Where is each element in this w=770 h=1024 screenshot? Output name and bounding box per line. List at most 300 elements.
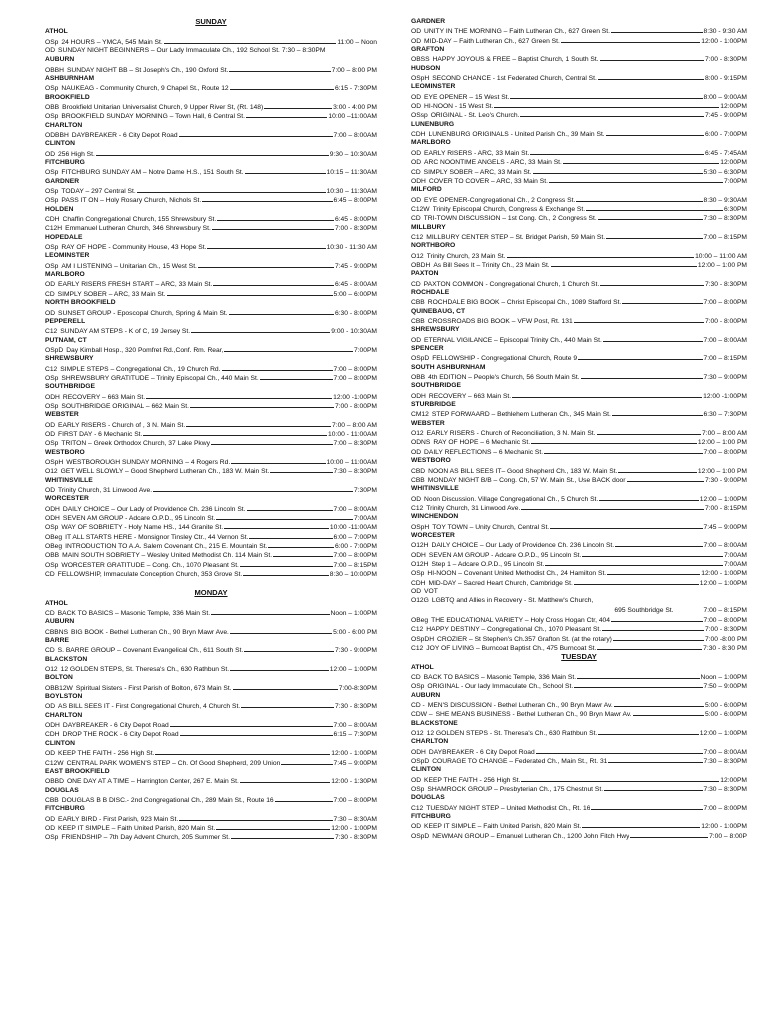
leader-line [576,195,702,202]
meeting-entry [45,823,377,832]
meeting-description: WORCESTER GRATITUDE – Cong. Ch., 1070 Pleasant St. [61,561,239,569]
meeting-code: OSp [45,834,59,842]
meeting-entry [411,110,747,119]
meeting-code: OSp [411,786,425,794]
meeting-code: CD [45,571,55,579]
meeting-code: CD [411,280,421,288]
meeting-time: 7:00 – 8:00AM [333,505,377,513]
meeting-entry [411,391,747,400]
meeting-entry [45,541,377,550]
meeting-entry [411,587,747,596]
meeting-time: 6:00 – 7:00PM [333,533,377,541]
meeting-entry [411,92,747,101]
meeting-time: 7:00 – 8:00PM [333,552,377,560]
meeting-description: FELLOWSHIP - Congregational Church, Route 9 [432,355,578,363]
leader-line [561,36,700,43]
meeting-time: 7:30 – 8:30PM [281,46,326,54]
meeting-time: 7:00 – 8:00 PM [331,66,377,74]
meeting-code: CD [45,610,55,617]
meeting-code: OSp [411,683,425,691]
meeting-description: WESTBOROUGH SUNDAY MORNING – 4 Rogers Rd. [66,459,231,466]
leader-line [606,232,702,239]
town-heading: MARLBORO [411,139,451,147]
town-heading: EAST BROOKFIELD [45,767,110,775]
meeting-continuation [411,606,747,615]
meeting-description: ARC NOONTIME ANGELS - ARC, 33 Main St. [424,159,562,167]
meeting-time: 7:30 - 8:30PM [334,703,377,711]
meeting-time: 7:00 – 8:15PM [703,233,747,241]
leader-line [270,466,332,473]
meeting-code: OD [45,815,56,823]
meeting-code: CDW – [411,711,433,719]
meeting-code: O12 [411,430,424,438]
meeting-description: SUNDAY NIGHT BEGINNERS – Our Lady Immaculate Ch., 192 School St. [58,46,280,54]
town-heading: CHARLTON [411,738,449,746]
meeting-code: CD [411,168,421,176]
meeting-code: C12W [45,759,64,767]
meeting-description: DAILY CHOICE – Our Lady of Providence Ch. 236 Lincoln St. [62,505,246,513]
meeting-description: FRIENDSHIP – 7th Day Advent Church, 205 Summer St. [61,834,231,842]
meeting-code: OSp [45,113,59,121]
leader-line [603,335,703,342]
meeting-description: MEN'S DISCUSSION - Bethel Lutheran Ch., 90 Bryn Mawr Av. [427,701,613,709]
leader-line [244,645,334,652]
leader-line [578,353,702,360]
leader-line [273,550,332,557]
meeting-time: 10:00 - 11:00AM [328,430,377,438]
meeting-entry [411,213,747,222]
meeting-code: OBBD [45,778,64,786]
meeting-time: 7:00 -8:00 PM [704,635,747,643]
meeting-description: LGBTQ and Allies in Recovery - St. Matthew's Church, [431,597,594,605]
meeting-code: OBB [45,552,60,560]
meeting-description: AM I LISTENING – Unitarian Ch., 15 West St. [61,262,197,270]
meeting-entry [411,681,747,690]
meeting-description: 12 GOLDEN STEPS, St. Theresa's Ch., 630 Rathbun St. [60,666,230,674]
meeting-time: 7:30 – 8:30PM [703,786,747,794]
meeting-description: DAILY CHOICE – Our Lady of Providence Ch. 236 Lincoln St. [431,542,615,550]
meeting-description: SHAMROCK GROUP – Presbyterian Ch., 175 Chestnut St. [427,786,604,794]
meeting-code: OD [45,487,56,495]
meeting-code: O12G [411,597,429,605]
town-heading: DOUGLAS [411,794,445,802]
town-heading: LEOMINSTER [45,252,90,260]
meeting-time: 7:00 – 8:00 AM [702,430,747,438]
meeting-time: 9:30 – 10:30AM [329,150,377,158]
meeting-description: 24 HOURS – YMCA, 545 Main St. [61,38,163,46]
meeting-code: CD - [411,701,425,709]
meeting-description: KEEP IT SIMPLE – Faith United Parish, 820 Main St. [58,824,216,832]
leader-line [229,308,334,315]
meeting-code: C12 [411,626,424,634]
meeting-entry [45,149,377,158]
meeting-entry [411,775,747,784]
meeting-entry [411,466,747,475]
leader-line [586,204,723,211]
meeting-time: 7:00 – 8:00AM [333,722,377,730]
meeting-code: OSpDH [411,635,435,643]
meeting-entry [45,683,377,692]
meeting-code: OSpH [45,459,64,466]
town-heading: PUTNAM, CT [45,336,87,344]
town-heading: GARDNER [45,177,80,185]
meeting-time: 6:45 – 8:00PM [333,197,377,205]
meeting-entry [45,485,377,494]
left-column [45,17,377,842]
meeting-time: 7:00 - 8:30PM [704,56,747,64]
leader-line [216,513,353,520]
meeting-entry [411,279,747,288]
meeting-description: SUNSET GROUP - Eposcopal Church, Spring & Main St. [58,309,228,317]
town-heading: PEPPERELL [45,317,86,325]
meeting-time: 6:45 - 7:45AM [704,149,747,157]
meeting-description: HAPPY JOYOUS & FREE – Baptist Church, 1 South St. [432,56,599,64]
meeting-entry [45,65,377,74]
meeting-entry [411,756,747,765]
meeting-entry [45,130,377,139]
meeting-code: OD [411,776,422,784]
leader-line [240,776,330,783]
meeting-description: DAYBREAKER - 6 City Depot Road [71,131,178,139]
meeting-time: 7:45 – 9:00PM [333,759,377,767]
leader-line [231,457,325,464]
leader-line [224,345,353,352]
meeting-description: BACK TO BASICS – Masonic Temple, 336 Main St. [57,610,211,617]
leader-line [202,195,332,202]
meeting-time: 7:30 - 9:00PM [334,647,377,655]
meeting-time: 6:00 - 7:00PM [704,131,747,139]
meeting-description: Emmanuel Lutheran Church, 346 Shrewsbury St. [65,225,211,233]
meeting-entry [45,664,377,673]
town-heading: GARDNER [411,18,446,25]
leader-line [574,578,699,585]
leader-line [545,559,723,566]
leader-line [231,832,334,839]
meeting-time: 7:30 – 8:30PM [703,215,747,223]
town-heading: DOUGLAS [45,786,79,794]
meeting-code: OSp [45,440,59,448]
meeting-entry [45,608,377,617]
meeting-time: 7:30PM [353,487,377,495]
town-heading: BARRE [45,637,70,645]
meeting-time: 7:00 - 8:00PM [334,402,377,410]
leader-line [550,522,702,529]
meeting-description: PAXTON COMMON - Congregational Church, 1 Church St. [423,280,600,288]
meeting-description: SEVEN AM GROUP - Adcare O.P.D., 95 Lincoln St. [428,551,582,559]
meeting-time: 7:45 - 9:00PM [334,262,377,270]
leader-line [186,420,331,427]
leader-line [137,186,326,193]
town-heading: AUBURN [45,56,75,64]
meeting-time: 7:30 - 8:30 PM [703,645,747,653]
meeting-code: CD [45,647,55,655]
meeting-code: CDH [45,216,60,224]
meeting-entry [45,111,377,120]
meeting-code: OSsp [411,112,428,120]
meeting-code: OSp [45,262,59,270]
meeting-code: C12 [411,804,424,812]
meeting-entry [411,167,747,176]
leader-line [536,747,703,754]
leader-line [146,392,332,399]
meeting-description: COURAGE TO CHANGE – Federated Ch., Main St., Rt. 31 [432,758,608,765]
meeting-description: EARLY BIRD - First Parish, 923 Main St. [58,815,179,823]
meeting-time: 7:00 – 8:00PM [703,804,747,812]
meeting-time: 12:00PM [720,159,747,167]
meeting-time: 10:00 –11:00AM [328,113,377,121]
town-heading: ROCHDALE [411,288,450,296]
meeting-time: 12:00 -1:00PM [333,393,377,401]
meeting-description: COVER TO COVER – ARC, 33 Main St. [428,177,548,185]
meeting-code: OSpD [411,355,430,363]
leader-line [275,795,333,802]
meeting-code: O12H [411,560,429,568]
town-heading: MARLBORO [45,271,85,279]
meeting-description: MAIN SOUTH SOBRIETY – Wesley United Methodist Ch. 114 Main St. [62,552,273,560]
meeting-entry [45,645,377,654]
meeting-time: 7:00 – 8:00AM [333,131,377,139]
leader-line [170,720,333,727]
town-heading: GRAFTON [411,46,445,54]
meeting-time: 8:30 – 10:00PM [329,571,377,579]
meeting-entry [45,776,377,785]
meeting-entry [411,428,747,437]
meeting-description: DROP THE ROCK - 6 City Depot Road [62,731,179,739]
meeting-time: 6:30PM [723,205,747,213]
leader-line [581,372,703,379]
meeting-entry [45,83,377,92]
meeting-code: OD [45,824,56,832]
town-heading: CHARLTON [45,711,83,719]
meeting-entry [411,372,747,381]
meeting-code: C12 [411,645,424,653]
meeting-code: OSp [45,524,59,532]
town-heading: WESTBORO [411,457,451,465]
leader-line [240,560,333,567]
meeting-code: ODBBH [45,131,69,139]
meeting-code: OD [45,281,56,289]
town-heading: WEBSTER [45,411,79,419]
meeting-description: TRITON – Greek Orthodox Church, 37 Lake Pkwy [61,440,210,448]
leader-line [600,279,704,286]
meeting-time: 6:45 - 8:00PM [334,216,377,224]
meeting-code: ODH [411,748,426,756]
meeting-time: 7:00 – 8:00PM [333,374,377,382]
meeting-description: WAY OF SOBRIETY - Holy Name HS., 144 Granite St. [61,524,224,532]
leader-line [260,373,333,380]
meeting-description: FITCHBURG SUNDAY AM – Notre Dame H.S., 151 South St. [61,169,244,177]
meeting-entry [411,157,747,166]
meeting-time: 10:30 – 11:30AM [326,188,377,196]
town-heading: BLACKSTONE [411,719,458,727]
leader-line [190,401,334,408]
meeting-entry [411,260,747,269]
day-heading: MONDAY [194,588,228,598]
leader-line [281,758,332,765]
leader-line [544,447,702,454]
meeting-entry [411,101,747,110]
meeting-time: 6:15 – 7:30PM [333,731,377,739]
meeting-entry [45,814,377,823]
meeting-time: 7:00 - 8:15PM [704,504,747,512]
leader-line [607,568,700,575]
meeting-time: 7:00 – 8:00PM [333,365,377,373]
meeting-code: OSp [45,374,59,382]
meeting-entry [411,522,747,531]
meeting-code: C12H [45,225,63,233]
meeting-description: RECOVERY – 663 Main St. [62,393,146,401]
meeting-time: 12:00PM [720,776,747,784]
meeting-code: OD [411,823,422,831]
meeting-entry [45,504,377,513]
meeting-description: Trinity Church, 23 Main St. [426,252,506,260]
leader-line [243,569,329,576]
meeting-time: 7:30 – 8:30PM [703,758,747,765]
meeting-entry [45,832,377,841]
meeting-description: FELLOWSHIP, Immaculate Conception Church, 353 Grove St. [57,571,243,579]
meeting-code: OD [411,149,422,157]
leader-line [598,728,698,735]
meeting-entry [411,251,747,260]
meeting-entry [411,437,747,446]
meeting-time: 12:00 - 1:00PM [331,824,377,832]
meeting-description: KEEP IT SIMPLE – Faith United Parish, 820 Main St. [424,823,582,831]
meeting-entry [45,429,377,438]
meeting-description: CENTRAL PARK WOMEN'S STEP – Ch. Of Good Shepherd, 209 Union [66,759,281,767]
leader-line [574,316,704,323]
town-heading: QUINEBAUG, CT [411,307,466,315]
meeting-description: MONDAY NIGHT B/B – Cong. Ch, 57 W. Main St., Use BACK door [427,476,626,484]
meeting-description: IT ALL STARTS HERE - Monsignor Tinsley Ctr., 44 Vernon St. [65,533,249,541]
meeting-description: BROOKFIELD SUNDAY MORNING – Town Hall, 6 Central St. [61,113,245,121]
meeting-code: CDH [411,579,426,587]
meeting-description: Chaffin Congregational Church, 155 Shrewsbury St. [62,216,217,224]
meeting-entry [411,578,747,587]
leader-line [574,681,702,688]
meeting-description: SIMPLE STEPS – Congregational Ch., 19 Church Rd. [60,365,221,373]
meeting-entry [45,701,377,710]
meeting-description: LUNENBURG ORIGINALS - United Parish Ch., 39 Main St. [428,131,605,139]
meeting-description: HI-NOON - 15 West St. [424,103,494,111]
meeting-time: 7:00AM [723,560,747,568]
town-heading: HUDSON [411,64,441,72]
meeting-code: OD [411,336,422,344]
meeting-entry [45,392,377,401]
leader-line [615,540,702,547]
meeting-time: 7:00 – 8:00PM [703,617,747,624]
leader-line [213,279,334,286]
meeting-description: DAYBREAKER - 6 City Depot Road [62,722,169,730]
meeting-time: 7:00PM [353,346,377,354]
meeting-time: 7:00 – 8:15PM [333,561,377,569]
leader-line [604,784,702,791]
meeting-time: 10:00 – 11:00 AM [695,252,747,260]
meeting-time: 7:00 – 8:00AM [703,542,747,550]
meeting-code: OSp [45,169,59,177]
meeting-description: THE EDUCATIONAL VARIETY – Holy Cross Hogan Ctr, 404 [431,617,610,624]
meeting-code: OSpH [411,75,430,83]
meeting-entry [411,634,747,643]
meeting-time: 5:00 - 6:00 PM [333,628,377,636]
meeting-code: OSp [411,570,425,578]
town-heading: ATHOL [45,599,68,607]
meeting-time: 7:00 – 8:15PM [703,355,747,363]
town-heading: LEOMINSTER [411,83,456,91]
meeting-entry [411,540,747,549]
meeting-entry [45,438,377,447]
meeting-description: BIG BOOK - Bethel Lutheran Ch., 90 Bryn Mawr Ave. [71,628,229,636]
town-heading: SOUTH ASHBURNHAM [411,363,486,371]
meeting-entry [411,54,747,63]
meeting-entry [411,26,747,35]
town-heading: FITCHBURG [45,159,85,166]
meeting-entry [411,475,747,484]
meeting-time: 7:30 – 8:30AM [333,815,377,823]
leader-line [164,37,337,44]
meeting-time: 7:45 – 9:00PM [703,523,747,531]
leader-line [216,823,330,830]
meeting-description: ROCHDALE BIG BOOK – Christ Episcopal Ch., 1089 Stafford St. [427,299,622,307]
meeting-description: DOUGLAS B B DISC.- 2nd Congregational Ch., 289 Main St., Route 16 [61,796,274,804]
meeting-code: O12H [411,542,429,550]
meeting-code: OBeg [45,533,63,541]
meeting-entry [45,560,377,569]
meeting-time: Noon – 1:00PM [330,610,377,617]
leader-line [212,223,334,230]
town-heading: ATHOL [411,663,434,671]
leader-line [608,756,702,763]
leader-line [179,130,333,137]
leader-line [230,83,334,90]
town-heading: FITCHBURG [45,805,85,813]
town-heading: MILFORD [411,186,442,194]
meeting-code: C12 [411,504,424,512]
meeting-code: OSp [45,244,59,252]
meeting-code: OD [45,750,56,758]
town-heading: BROOKFIELD [45,93,90,101]
leader-line [612,409,703,416]
meeting-description: EARLY RISERS - Church of , 3 N. Main St. [58,421,186,429]
meeting-code: C12 [411,233,424,241]
meeting-code: OSpH [411,523,430,531]
meeting-code: OBB [45,103,60,111]
meeting-description: RAY OF HOPE – 6 Mechanic St. [433,439,531,447]
meeting-time: 12:00 - 1:00PM [701,823,747,831]
leader-line [512,391,702,398]
meeting-code: CD [411,215,421,223]
meeting-entry [45,748,377,757]
leader-line [613,634,704,641]
meeting-code: CBB [411,299,425,307]
leader-line [249,532,332,539]
leader-line [533,167,703,174]
town-heading: WORCESTER [411,531,455,539]
meeting-description: 256 High St. [58,150,95,158]
meeting-description: VOT [424,587,438,595]
town-heading: BOYLSTON [45,693,83,701]
meeting-entry [45,758,377,767]
meeting-code: OD [411,448,422,456]
meeting-description: As Bill Sees It – Trinity Ch., 23 Main St. [433,261,550,269]
town-heading: SOUTHBRIDGE [411,382,461,390]
meeting-entry [411,747,747,756]
meeting-time: 6:00 - 7:00PM [334,543,377,551]
leader-line [268,541,334,548]
meeting-time: 7:00 – 8:30PM [333,440,377,448]
leader-line [614,700,704,707]
meeting-entry [411,728,747,737]
meeting-description: KEEP THE FAITH - 256 High St. [424,776,521,784]
